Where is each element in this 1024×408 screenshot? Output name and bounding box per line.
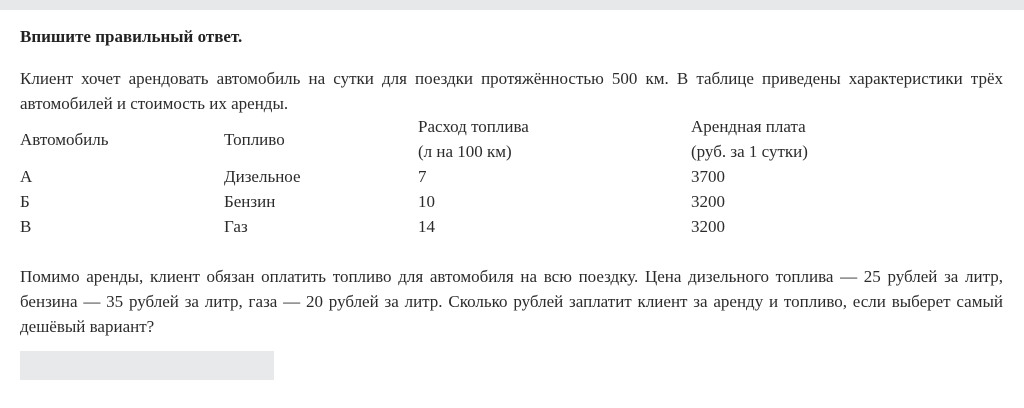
table-row (20, 164, 891, 189)
instruction-text: Впишите правильный ответ. (20, 27, 243, 46)
problem-question-text: Помимо аренды, клиент обязан оплатить топливо для автомобиля на всю поездку. Цена дизельного топлива — 25 рублей за литр, бензина — 35 рублей за литр, газа — 20 рублей за литр. Сколько рублей заплатит клиент за аренду и топливо, если выберет самый дешёвый вариант? (20, 267, 1003, 336)
table-cell: Б (20, 192, 30, 211)
problem-intro-text: Клиент хочет арендовать автомобиль на сутки для поездки протяжённостью 500 км. В таблице приведены характеристики трёх автомобилей и стоимость их аренды. (20, 69, 1003, 113)
table-cell: Газ (224, 217, 248, 236)
header-car: Автомобиль (20, 129, 109, 149)
table-cell: А (20, 167, 33, 186)
table-cell: 7 (418, 167, 427, 186)
table-row (20, 189, 891, 214)
table-cell: В (20, 217, 32, 236)
table-cell: 3200 (691, 192, 725, 211)
table-cell: Дизельное (224, 167, 301, 186)
table-row (20, 214, 891, 239)
table-cell: 14 (418, 217, 435, 236)
table-cell: 3700 (691, 167, 725, 186)
top-bar (0, 0, 1024, 10)
table-cell: Бензин (224, 192, 276, 211)
table-header-row (20, 114, 891, 164)
table-cell: 3200 (691, 217, 725, 236)
header-fuel: Топливо (224, 129, 285, 149)
header-rent: Арендная плата (руб. за 1 сутки) (691, 117, 808, 161)
cars-table (20, 114, 891, 239)
header-consumption: Расход топлива (л на 100 км) (418, 117, 529, 161)
table-cell: 10 (418, 192, 435, 211)
answer-input[interactable] (20, 351, 274, 380)
